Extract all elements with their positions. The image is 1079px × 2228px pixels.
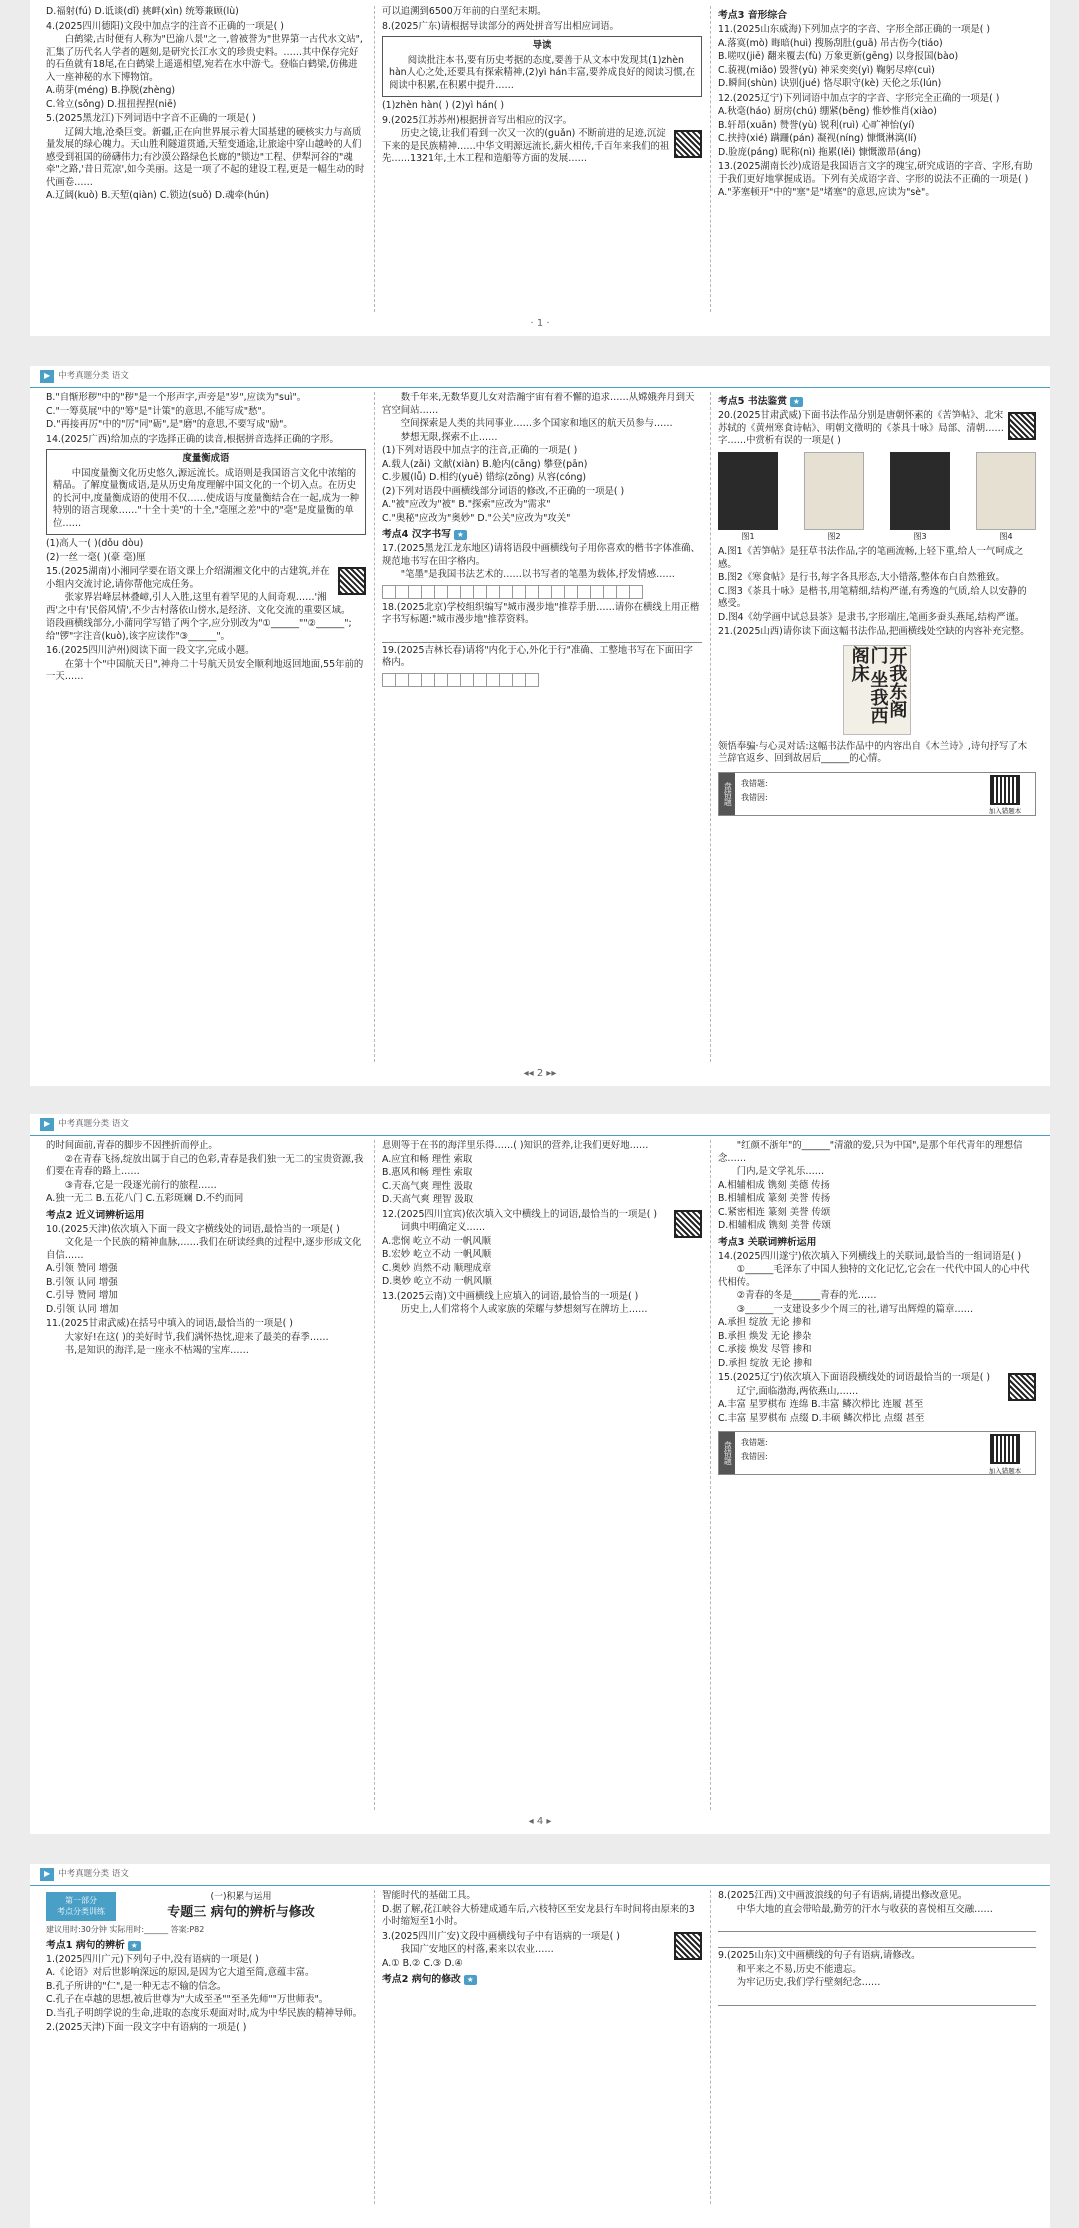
passage: ③青春,它是一段逐光前行的旅程…… (64, 1179, 217, 1191)
passage: "红颜不浙年"的______"清澈的爱,只为中国",是那个年代青年的理想信念…… (718, 1140, 1023, 1164)
page-number: ◂◂ 2 ▸▸ (523, 1067, 557, 1079)
page1-col2 (382, 6, 702, 312)
option-line: C.孔子在卓越的思想,被后世尊为"大成至圣""至圣先师""万世师表"。 (46, 1994, 329, 2006)
calligraphy-image (718, 452, 778, 530)
qr-code-icon[interactable] (990, 1434, 1020, 1464)
figure-4: 图4 (976, 452, 1036, 543)
page2-col2 (382, 392, 702, 1062)
option-line: D.相辅相成 镌刻 美誉 传颂 (718, 1220, 831, 1231)
option-line: D.奥妙 屹立不动 一帆风顺 (382, 1276, 492, 1287)
question-10: 10.(2025天津)依次填入下面一段文字横线处的词语,最恰当的一项是( ) (46, 1223, 340, 1235)
guide-text: 阅读批注本书,要有历史考据的态度,要善于从文本中发现其(1)zhèn hàn人心之处,还要具有探索精神,(2)yì hán丰富,要养成良好的阅读习惯,在阅读中积累,在积累中提升…… (389, 54, 695, 91)
option-line: D.当孔子明朗学说的生命,进取的态度乐观面对时,成为中华民族的精神导师。 (46, 2007, 363, 2019)
passage: 我国广安地区的村落,素来以农业…… (400, 1944, 554, 1955)
option-line: B.轩昂(xuān) 赞誉(yù) 锐利(ruì) 心旷神怡(yí) (718, 119, 915, 131)
option-line: A.秋毫(háo) 厨房(chú) 绷紧(bēng) 惟妙惟肖(xiào) (718, 106, 937, 118)
question-13: 13.(2025湖南长沙)成语是我国语言文字的瑰宝,研究成语的字音、字形,有助于我们更好地掌握成语。下列有关成语字音、字形的说法不正确的一项是( ) (718, 161, 1033, 185)
answer-line-blank[interactable] (718, 1992, 1036, 2006)
option-line: C.耸立(sǒng) D.扭扭捏捏(niē) (46, 98, 177, 110)
answer-line: (2)一丝一毫( )(豪 毫)厘 (46, 551, 146, 563)
passage: ①______毛泽东了中国人独特的文化记忆,它会在一代代中国人的心中代代相传。 (718, 1264, 1030, 1288)
option-line: C.挟持(xié) 蹒跚(pán) 凝视(níng) 慷慨淋漓(lí) (718, 133, 917, 145)
part-label: 第一部分 考点分类训练 (46, 1892, 116, 1921)
qr-code-icon[interactable] (674, 130, 702, 158)
passage: 大家好!在这( )的美好时节,我们满怀热忱,迎来了最美的春季…… (64, 1331, 329, 1343)
calligraphy-image (804, 452, 864, 530)
passage: 历史上,人们常将个人或家族的荣耀与梦想刻写在牌坊上…… (400, 1304, 648, 1315)
option-line: A.丰富 星罗棋布 连绵 B.丰富 鳞次栉比 连履 甚至 (718, 1399, 924, 1411)
passage: 白鹤梁,古时便有人称为"巴渝八景"之一,曾被誉为"世界第一古代水文站",汇集了历代名人学者的题刻,是研究长江水文的珍贵史料。……其中保存完好的石鱼就有18尾,在白鹤梁上遥遥相望,宛若在水中游弋。登临白鹤梁,仿佛进入一座神秘的水下博物馆。 (46, 34, 363, 83)
question-3: 3.(2025四川广安)文段中画横线句子中有语病的一项是( ) (382, 1930, 620, 1942)
header-label: 中考真题分类 语文 (58, 1118, 129, 1129)
option-line: B.宏妙 屹立不动 一帆风顺 (382, 1249, 492, 1260)
question-text: (1)下列对语段中加点字的注音,正确的一项是( ) (382, 445, 578, 456)
note-label: 盘错题 (719, 1432, 735, 1474)
passage: 门内,是文学礼乐…… (736, 1166, 825, 1177)
question-11: 11.(2025山东威海)下列加点字的字音、字形全部正确的一项是( ) (718, 24, 991, 36)
option-line: B.相辅相成 篆刻 美誉 传扬 (718, 1193, 831, 1204)
passage: 梦想无限,探索不止…… (400, 431, 498, 443)
option-line: D.承担 绽放 无论 掺和 (718, 1357, 813, 1369)
writing-grid[interactable] (382, 673, 702, 687)
question-15: 15.(2025湖南)小湘同学要在语文课上介绍湖湘文化中的古建筑,并在小组内交流讨论,请你帮他完成任务。 (46, 566, 330, 590)
page3-col3 (718, 1140, 1036, 1810)
question-13: 13.(2025云南)文中画横线上应填入的词语,最恰当的一项是( ) (382, 1290, 639, 1302)
page2-col3 (718, 392, 1036, 1062)
page1-col3 (718, 6, 1036, 312)
option-line: A.萌芽(méng) B.挣脱(zhèng) (46, 85, 176, 96)
qr-code-icon[interactable] (338, 567, 366, 595)
option-line: C."一筹莫展"中的"筹"是"计策"的意思,不能写成"愁"。 (46, 405, 272, 417)
guide-box (382, 36, 702, 97)
page-header (30, 1864, 1050, 1886)
error-note-box (718, 1431, 1036, 1475)
option-line: C.紧密相连 篆刻 美誉 传颂 (718, 1206, 831, 1218)
figure-3: 图3 (890, 452, 950, 543)
option-line: B."自惭形秽"中的"秽"是一个形声字,声旁是"岁",应读为"suì"。 (46, 392, 307, 403)
question-text: (2)下列对语段中画横线部分词语的修改,不正确的一项是( ) (382, 485, 625, 497)
page-1 (30, 0, 1050, 336)
option-line: B.引领 认同 增强 (46, 1276, 118, 1288)
option-line: A.① B.② C.③ D.④ (382, 1957, 463, 1969)
option-line: A.相辅相成 镌刻 美德 传扬 (718, 1179, 830, 1191)
column-divider (710, 392, 711, 1062)
calligraphy-image (976, 452, 1036, 530)
passage: 中华大地的直会带哈最,勤劳的汗水与收获的喜悦相互交融…… (736, 1903, 993, 1915)
section-heading: 考点2 病句的修改 ★ (382, 1973, 702, 1986)
question-text: 领悟奉骗·与心灵对话:这幅书法作品中的内容出自《木兰诗》,诗句抒写了木兰辞官返乡、回到故居后______的心情。 (718, 740, 1028, 765)
header-logo: ▶ (40, 1868, 54, 1881)
passage: 空间探索是人类的共同事业……多个国家和地区的航天员参与…… (400, 418, 673, 429)
column-divider (710, 6, 711, 312)
option-line: C.引导 赞同 增加 (46, 1290, 118, 1302)
question-15: 15.(2025辽宁)依次填入下面语段横线处的词语最恰当的一项是( ) (718, 1372, 991, 1384)
option-line: D.脸庞(páng) 昵称(nì) 拖累(lěi) 慷慨激昂(áng) (718, 146, 921, 158)
note-label: 盘错题 (719, 773, 735, 815)
question-18: 18.(2025北京)学校组织编写"城市漫步地"推荐手册……请你在横线上用正楷字书写标题:"城市漫步地"推荐资料。 (382, 601, 700, 626)
time-info: 建议用时:30分钟 实际用时:______ 答案:P82 (46, 1925, 205, 1935)
section-heading: 考点3 音形综合 (718, 10, 788, 21)
guide-title: 导读 (532, 40, 552, 51)
answer-line-blank[interactable] (382, 629, 702, 643)
page4-col3 (718, 1890, 1036, 2204)
question-9: 9.(2025江苏苏州)根据拼音写出相应的汉字。 (382, 114, 573, 126)
option-line: B.孔子所讲的"仁",是一种无志不输的信念。 (46, 1980, 227, 1992)
question-17: 17.(2025黑龙江龙东地区)请将语段中画横线句子用你喜欢的楷书字体准确、规范地书写在田字格内。 (382, 543, 700, 567)
text-line: 可以追溯到6500万年前的白垩纪末期。 (382, 6, 547, 17)
passage: 词典中明确定义…… (400, 1222, 486, 1233)
option-line: D.瞬间(shùn) 诀别(jué) 恪尽职守(kè) 天伦之乐(lún) (718, 78, 942, 90)
qr-code-icon[interactable] (1008, 412, 1036, 440)
question-2: 2.(2025天津)下面一段文字中有语病的一项是( ) (46, 2022, 247, 2034)
option-line: D.引领 认同 增加 (46, 1303, 119, 1315)
figure-2: 图2 (804, 452, 864, 543)
question-20: 20.(2025甘肃武威)下面书法作品分别是唐朝怀素的《苦笋帖》、北宋苏轼的《黄州寒食诗帖》、明朝文徵明的《茶具十咏》局部、清朝……字……中赏析有误的一项是( ) (718, 410, 1004, 447)
option-line: A.引领 赞同 增强 (46, 1263, 118, 1275)
page-2 (30, 366, 1050, 1086)
figure-1: 图1 (718, 452, 778, 543)
page-header (30, 366, 1050, 388)
passage: 书,是知识的海洋,是一座永不枯竭的宝库…… (64, 1345, 249, 1357)
section-heading: 考点2 近义词辨析运用 (46, 1209, 145, 1221)
text-line: 的时间面前,青春的脚步不因挫折而停止。 (46, 1140, 218, 1151)
note-fields[interactable]: 我错题: 我错因: (741, 778, 768, 803)
option-line: C.步履(lǚ) D.相约(yuē) 错综(zōng) 从容(cóng) (382, 472, 587, 483)
page-4 (30, 1864, 1050, 2228)
difficulty-badge: ★ (464, 1975, 477, 1985)
option-line: A."被"应改为"被" B."探索"应改为"需求" (382, 499, 551, 510)
page-number: ◂ 4 ▸ (528, 1815, 552, 1827)
add-notebook[interactable]: 加入错题本 (975, 773, 1035, 815)
option-line: A."茅塞顿开"中的"塞"是"堵塞"的意思,应读为"sè"。 (718, 187, 935, 199)
page4-col2 (382, 1890, 702, 2204)
option-line: A.独一无二 B.五花八门 C.五彩斑斓 D.不约而同 (46, 1193, 244, 1204)
question-5: 5.(2025黑龙江)下列词语中字音不正确的一项是( ) (46, 113, 256, 124)
page-header (30, 1114, 1050, 1136)
option-line: D.据了解,花江峡谷大桥建成通车后,六枝特区至安龙县行车时间将由原来的3小时缩短至1小时。 (382, 1903, 695, 1927)
question-21: 21.(2025山西)请你读下面这幅书法作品,把画横线处空缺的内容补充完整。 (718, 626, 1030, 638)
section-heading: 考点3 关联词辨析运用 (718, 1236, 817, 1248)
option-line: B.惠风和畅 理性 索取 (382, 1167, 473, 1178)
passage: 辽宁,面临渤海,两依燕山,…… (736, 1385, 859, 1397)
header-label: 中考真题分类 语文 (58, 1868, 129, 1879)
option-line: A.承担 绽放 无论 掺和 (718, 1317, 812, 1329)
option-line: A.应宜和畅 理性 索取 (382, 1153, 473, 1165)
section-heading: 考点5 书法鉴赏 ★ (718, 395, 1036, 408)
passage: 数千年来,无数华夏儿女对浩瀚宇宙有着不懈的追求……从嫦娥奔月到天宫空间站…… (382, 392, 695, 416)
question-1: 1.(2025四川广元)下列句子中,没有语病的一项是( ) (46, 1953, 259, 1965)
passage: 和平来之不易,历史不能遗忘。 (736, 1963, 862, 1975)
option-line: D.图4《幼学画中试总县茶》是隶书,字形端庄,笔画多蚕头燕尾,结构严谨。 (718, 611, 1025, 623)
passage: 张家界岩峰层林叠嶂,引人入胜,这里有着罕见的人间奇观……'湘西'之中有'民俗风情',不少古村落依山傍水,是经济、文化交流的重要区域。 (46, 592, 351, 616)
option-line: A.载人(zǎi) 文献(xiàn) B.舱内(cāng) 攀登(pān) (382, 458, 588, 470)
writing-grid[interactable] (382, 585, 702, 599)
qr-code-icon[interactable] (990, 775, 1020, 805)
note-fields[interactable]: 我错题: 我错因: (741, 1438, 768, 1462)
page4-col1 (46, 1890, 366, 2204)
option-line: A.悲悯 屹立不动 一帆风顺 (382, 1235, 491, 1247)
option-line: C.藐视(miǎo) 毁誉(yù) 神采奕奕(yì) 鞠躬尽瘁(cuì) (718, 64, 935, 76)
idiom-box (46, 449, 366, 535)
passage: 历史之镜,让我们看到一次又一次的(guǎn) 不断前进的足迹,沉淀下来的是民族精神……中华文明源远流长,薪火相传,千百年来我们的祖先……1321年,土木工程和造船等方面的发展…… (382, 128, 670, 164)
qr-code-icon[interactable] (674, 1210, 702, 1238)
page3-col2 (382, 1140, 702, 1810)
qr-code-icon[interactable] (674, 1932, 702, 1960)
idiom-box-title: 度量衡成语 (182, 453, 230, 464)
question-text: 语段画横线部分,小蒲同学写错了两个字,应分别改为"①______""②______";给"锣"字注音(kuò),该字应读作"③______"。 (46, 618, 352, 642)
option-line: B.图2《寒食帖》是行书,每字各具形态,大小错落,整体布白自然雅致。 (718, 572, 1005, 584)
calligraphy-work: 开我东阁门 坐我西阁床 (843, 645, 911, 735)
option-line: C.丰富 星罗棋布 点缀 D.丰硕 鳞次栉比 点缀 甚至 (718, 1412, 925, 1424)
passage: ③______一支建设多少个周三的社,谱写出辉煌的篇章…… (736, 1303, 974, 1315)
header-logo: ▶ (40, 370, 54, 383)
option-line: C.图3《茶具十咏》是楷书,用笔精细,结构严谨,有秀逸的气质,给人以安静的感受。 (718, 585, 1027, 610)
question-4: 4.(2025四川德阳)文段中加点字的注音不正确的一项是( ) (46, 20, 284, 32)
passage: 在第十个"中国航天日",神舟二十号航天员安全顺利地返回地面,55年前的一天…… (46, 658, 364, 682)
answer-line-blank[interactable] (718, 1934, 1036, 1948)
column-divider (374, 392, 375, 1062)
add-notebook[interactable]: 加入错题本 (975, 1432, 1035, 1474)
option-line: C.奥妙 岿然不动 顺理成章 (382, 1262, 492, 1274)
passage: "笔墨"是我国书法艺术的……以书写者的笔墨为载体,抒发情感…… (400, 569, 675, 581)
option-line: B.承担 焕发 无论 掺杂 (718, 1330, 812, 1342)
option-line: A.《论语》对后世影响深远的原因,是因为它大道至简,意蕴丰富。 (46, 1967, 315, 1979)
option-line: D.天高气爽 理智 汲取 (382, 1194, 474, 1205)
difficulty-badge: ★ (790, 397, 803, 407)
option-line: A.辽阔(kuò) B.天堑(qiàn) C.锁边(suǒ) D.魂牵(hún) (46, 190, 270, 201)
answer-line: (1)高人一( )(dǒu dòu) (46, 538, 144, 549)
page-3 (30, 1114, 1050, 1834)
topic-banner (46, 1892, 366, 1921)
option-line: D."再接再厉"中的"厉"同"砺",是"磨"的意思,不要写成"励"。 (46, 419, 293, 430)
question-12: 12.(2025辽宁)下列词语中加点字的字音、字形完全正确的一项是( ) (718, 92, 1000, 104)
question-19: 19.(2025吉林长春)请将"内化于心,外化于行"准确、工整地书写在下面田字格内。 (382, 644, 693, 669)
page2-col1 (46, 392, 366, 1062)
passage: 为牢记历史,我们学行壁刻纪念…… (736, 1977, 881, 1988)
question-8: 8.(2025广东)请根据导读部分的两处拼音写出相应词语。 (382, 20, 619, 32)
option-line: C.承接 焕发 尽管 掺和 (718, 1344, 812, 1356)
column-divider (374, 6, 375, 312)
text-line: 息则等于在书的海洋里乐得……( )知识的营养,让我们更好地…… (382, 1140, 649, 1151)
option-line: A.落寞(mò) 晦暗(huì) 搜肠刮肚(guā) 吊古伤今(tiáo) (718, 37, 943, 49)
passage: ②青春的冬是______青春的光…… (736, 1290, 877, 1302)
error-note-box (718, 772, 1036, 816)
section-heading: 考点1 病句的辨析 ★ (46, 1939, 366, 1952)
page-number: · 1 · (530, 317, 550, 329)
calligraphy-image (890, 452, 950, 530)
calligraphy-figures (718, 452, 1036, 543)
difficulty-badge: ★ (128, 1941, 141, 1951)
question-16: 16.(2025四川泸州)阅读下面一段文字,完成小题。 (46, 645, 255, 656)
option-line: C."奥秘"应改为"奥妙" D."公关"应改为"攻关" (382, 512, 571, 524)
qr-code-icon[interactable] (1008, 1373, 1036, 1401)
section-heading: 考点4 汉字书写 ★ (382, 528, 702, 541)
passage: 文化是一个民族的精神血脉,……我们在研读经典的过程中,逐步形成文化自信…… (46, 1237, 362, 1261)
column-divider (710, 1140, 711, 1810)
page1-col1 (46, 6, 366, 312)
option-line: B.嗟叹(jiē) 翻来覆去(fù) 万象更新(gēng) 以身报国(bào) (718, 51, 959, 63)
text-line: D.福射(fú) D.诋谈(dǐ) 挑衅(xìn) 统筹兼顾(lù) (46, 6, 239, 17)
header-label: 中考真题分类 语文 (58, 370, 129, 381)
question-11: 11.(2025甘肃武威)在括号中填入的词语,最恰当的一项是( ) (46, 1318, 293, 1330)
difficulty-badge: ★ (454, 530, 467, 540)
column-divider (374, 1140, 375, 1810)
question-14: 14.(2025四川遂宁)依次填入下列横线上的关联词,最恰当的一组词语是( ) (718, 1250, 1022, 1262)
column-divider (710, 1890, 711, 2204)
option-line: A.图1《苦笋帖》是狂草书法作品,字的笔画流畅,上轻下重,给人一气呵成之感。 (718, 546, 1024, 570)
passage: ②在青春飞扬,绽放出属于自己的色彩,青春是我们独一无二的宝贵资源,我们要在青春的路上…… (46, 1153, 364, 1177)
column-divider (374, 1890, 375, 2204)
question-8: 8.(2025江西)文中画波浪线的句子有语病,请提出修改意见。 (718, 1890, 968, 1901)
answer-line: (1)zhèn hàn( ) (2)yì hán( ) (382, 100, 505, 111)
question-14: 14.(2025广西)给加点的字选择正确的读音,根据拼音选择正确的字形。 (46, 433, 339, 445)
question-12: 12.(2025四川宜宾)依次填入文中横线上的词语,最恰当的一项是( ) (382, 1208, 657, 1220)
idiom-box-text: 中国度量衡文化历史悠久,源远流长。成语则是我国语言文化中浓缩的精品。了解度量衡成语,是从历史角度理解中国文化的一个切入点。在历史的长河中,度量衡成语的使用不仅……使成语与度量衡结合在一起,成为一种特别的语言现象……"十全十美"的十全,"毫厘之差"中的"毫"是度量衡的单位…… (53, 467, 359, 529)
page3-col1 (46, 1140, 366, 1810)
question-9: 9.(2025山东)文中画横线的句子有语病,请修改。 (718, 1950, 921, 1961)
option-line: C.天高气爽 理性 汲取 (382, 1180, 473, 1192)
topic-title: (一)积累与运用 专题三 病句的辨析与修改 (167, 1892, 315, 1920)
header-logo: ▶ (40, 1118, 54, 1131)
passage: 辽阔大地,沧桑巨变。新疆,正在向世界展示着大国基建的硬核实力与高质量发展的绿心魄力。天山胜利隧道贯通,天堑变通途,让旅途中穿山越岭的人们感受到祖国的磅礴伟力;有沙漠公路绿色长廊的"锁边"工程、伊犁河谷的"魂牵"之路,'昔日荒凉',如今美丽。这是一项了不起的建设工程,更是一幅生动的时代画卷…… (46, 126, 365, 188)
text-line: 智能时代的基础工具。 (382, 1890, 476, 1901)
answer-line-blank[interactable] (718, 1918, 1036, 1932)
